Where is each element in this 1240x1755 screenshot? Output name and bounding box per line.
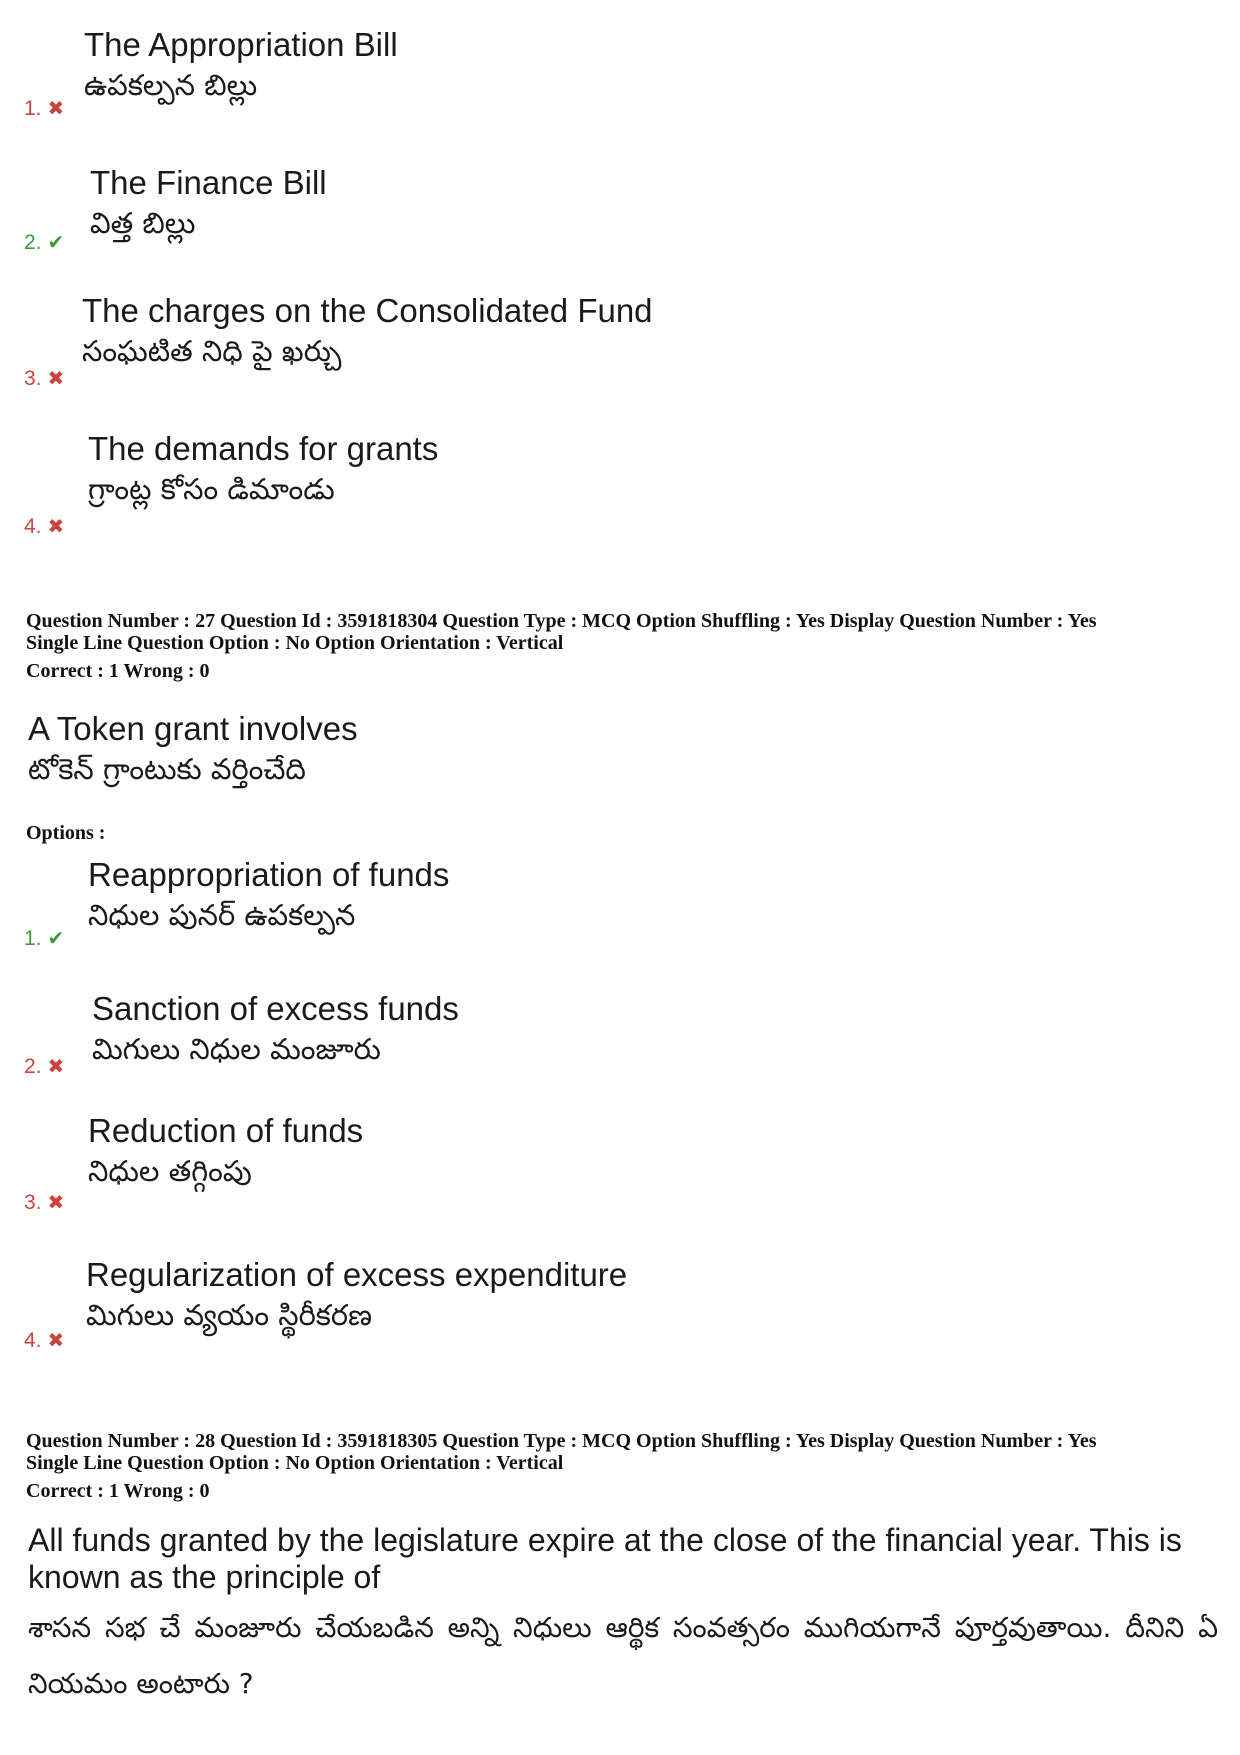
q27-meta-line-2: Single Line Question Option : No Option Orientation : Vertical [26,632,564,654]
q27-option-4-marker [24,1328,64,1353]
q27-question [28,710,358,790]
prev-option-3-marker [24,366,64,391]
option-number: 1. [24,97,42,120]
q28-meta-line-3: Correct : 1 Wrong : 0 [26,1480,210,1502]
option-text-en: Reappropriation of funds [88,856,450,893]
option-text-te: గ్రాంట్ల కోసం డిమాండు [88,472,335,506]
option-number: 2. [24,1055,42,1078]
question-text-en: All funds granted by the legislature expire at the close of the financial year. This is known as the principle of [28,1522,1182,1595]
q27-option-2-marker [24,1054,64,1079]
option-text-en: The Finance Bill [90,164,327,201]
q27-meta-line-1: Question Number : 27 Question Id : 3591818304 Question Type : MCQ Option Shuffling : Yes Display Question Number : Yes [26,610,1097,632]
prev-option-1-marker [24,96,64,121]
option-text-te: నిధుల పునర్ ఉపకల్పన [88,898,356,932]
option-number: 1. [24,927,42,950]
wrong-icon: ✖ [47,368,65,390]
option-text-te: నిధుల తగ్గింపు [88,1154,252,1188]
option-number: 3. [24,367,42,390]
option-text-te: మిగులు వ్యయం స్థిరీకరణ [86,1298,373,1332]
question-text-te: టోకెన్ గ్రాంటుకు వర్తించేది [28,752,306,786]
question-text-te: శాసన సభ చే మంజూరు చేయబడిన అన్ని నిధులు ఆర్థిక సంవత్సరం ముగియగానే పూర్తవుతాయి. దీనిని ఏ నియమం అంటారు ? [28,1611,1218,1700]
q28-meta-line-1: Question Number : 28 Question Id : 3591818305 Question Type : MCQ Option Shuffling : Yes Display Question Number : Yes [26,1430,1097,1452]
option-text-en: Regularization of excess expenditure [86,1256,628,1293]
q28-question [28,1522,1218,1712]
option-number: 3. [24,1191,42,1214]
wrong-icon: ✖ [47,1056,65,1078]
option-number: 4. [24,1329,42,1352]
check-icon: ✔ [47,928,65,950]
q27-option-1 [88,856,449,936]
prev-option-2-marker [24,230,64,255]
option-text-en: The demands for grants [88,430,439,467]
q27-option-1-marker [24,926,64,951]
option-number: 4. [24,515,42,538]
q27-options-label: Options : [26,822,106,844]
wrong-icon: ✖ [47,98,65,120]
question-text-en: A Token grant involves [28,710,358,747]
option-text-te: సంఘటిత నిధి పై ఖర్చు [82,334,342,368]
wrong-icon: ✖ [47,516,65,538]
prev-option-2 [90,164,327,244]
prev-option-4-marker [24,514,64,539]
q27-option-2 [92,990,459,1070]
option-text-en: The Appropriation Bill [84,26,398,63]
q27-option-4 [86,1256,627,1336]
option-number: 2. [24,231,42,254]
wrong-icon: ✖ [47,1330,65,1352]
option-text-te: ఉపకల్పన బిల్లు [84,68,258,102]
option-text-en: Sanction of excess funds [92,990,459,1027]
prev-option-3 [82,292,653,372]
q27-option-3 [88,1112,363,1192]
q28-meta-line-2: Single Line Question Option : No Option Orientation : Vertical [26,1452,564,1474]
prev-option-1 [84,26,398,106]
option-text-en: Reduction of funds [88,1112,364,1149]
q27-option-3-marker [24,1190,64,1215]
option-text-te: విత్త బిల్లు [90,206,196,240]
prev-option-4 [88,430,438,510]
wrong-icon: ✖ [47,1192,65,1214]
check-icon: ✔ [47,232,65,254]
q27-meta-line-3: Correct : 1 Wrong : 0 [26,660,210,682]
option-text-te: మిగులు నిధుల మంజూరు [92,1032,381,1066]
option-text-en: The charges on the Consolidated Fund [82,292,653,329]
